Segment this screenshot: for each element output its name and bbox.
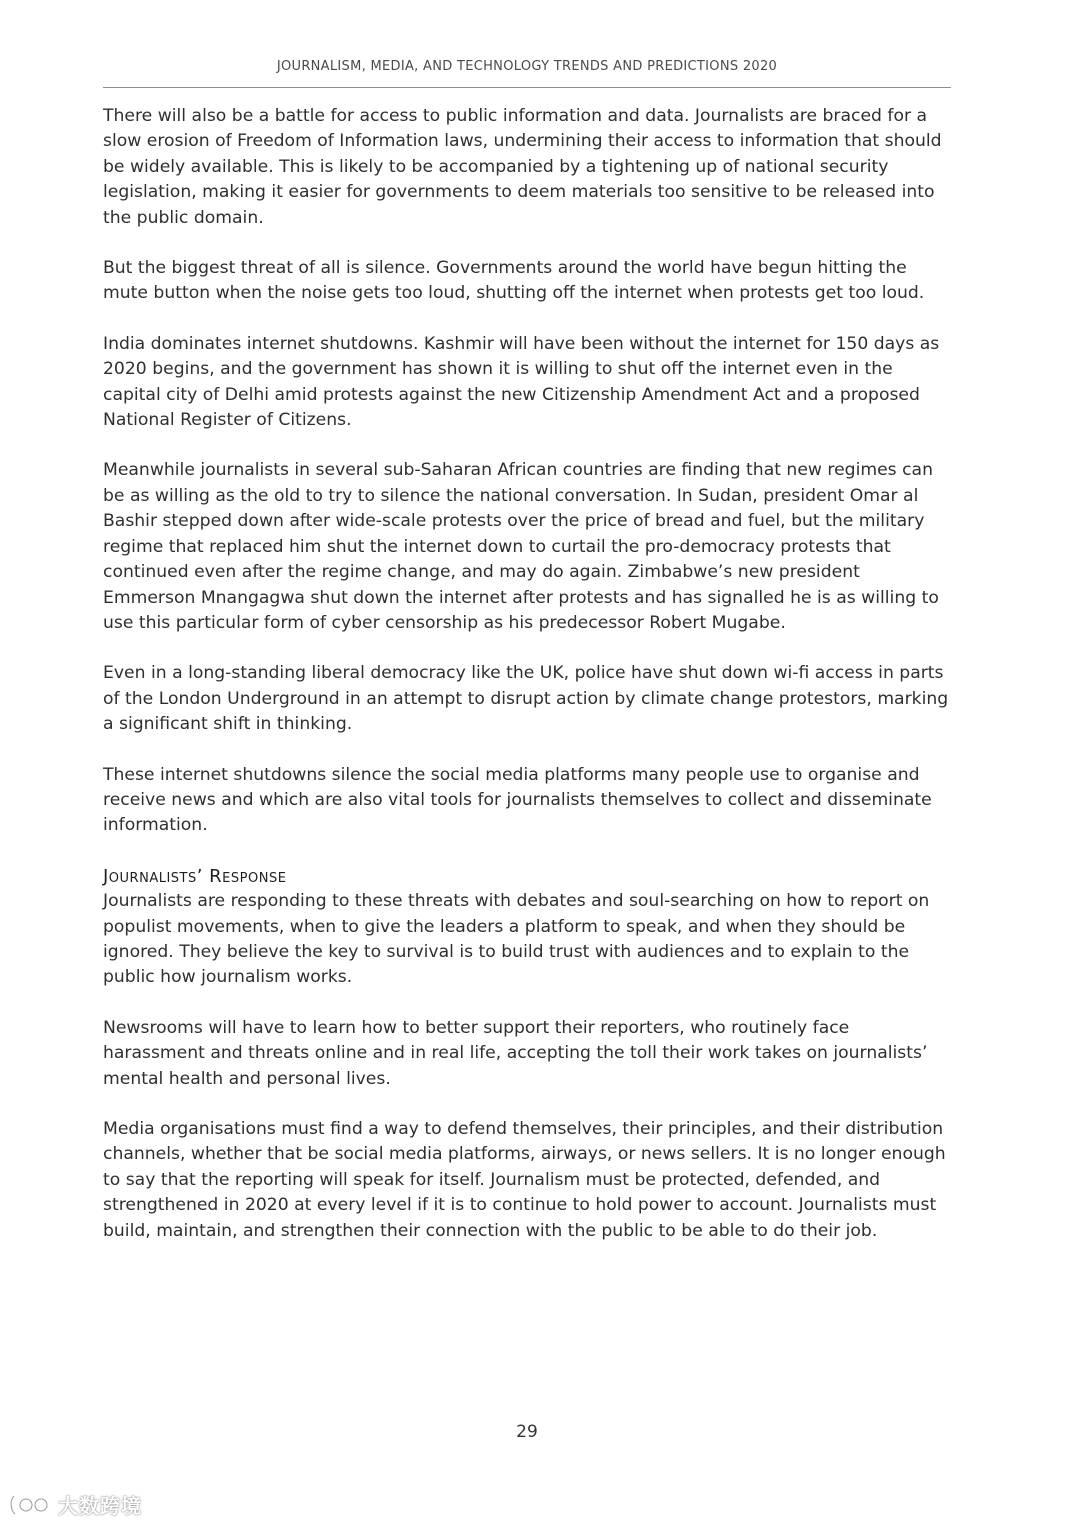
paragraph-social-media-silence: These internet shutdowns silence the social media platforms many people use to organise and receive news and which are also vital tools for journalists themselves to collect and disseminate information. <box>103 764 932 836</box>
header-divider <box>103 87 951 88</box>
paragraph-silence-threat: But the biggest threat of all is silence. Governments around the world have begun hitting the mute button when the noise gets too loud, shutting off the internet when protests get too loud. <box>103 258 925 304</box>
paragraph-journalists-responding: Journalists are responding to these threats with debates and soul-searching on how to report on populist movements, when to give the leaders a platform to speak, and when they should be ignored. They believe the key to survival is to build trust with audiences and to explain to the public how journalism works. <box>103 891 930 988</box>
paragraph-india-shutdowns: India dominates internet shutdowns. Kashmir will have been without the internet for 150 days as 2020 begins, and the government has shown it is willing to shut off the internet even in the capital city of Delhi amid protests against the new Citizenship Amendment Act and a proposed National Register of Citizens. <box>103 333 940 431</box>
watermark-logo-icon <box>8 1492 52 1518</box>
paragraph-newsrooms-support: Newsrooms will have to learn how to better support their reporters, who routinely face harassment and threats online and in real life, accepting the toll their work takes on journalists’ mental health and personal lives. <box>103 1017 928 1089</box>
body-text <box>103 104 955 1269</box>
page-number: 29 <box>516 1422 538 1442</box>
paragraph-africa-shutdowns: Meanwhile journalists in several sub-Saharan African countries are finding that new regimes can be as willing as the old to try to silence the national conversation. In Sudan, president Omar al Bashir stepped down after wide-scale protests over the price of bread and fuel, but the military regime that replaced him shut the internet down to curtail the pro-democracy protests that continued even after the regime change, and may do again. Zimbabwe’s new president Emmerson Mnangagwa shut down the internet after protests and has signalled he is as willing to use this particular form of cyber censorship as his predecessor Robert Mugabe. <box>103 460 939 633</box>
section-heading: Journalists’ Response <box>103 865 287 887</box>
paragraph-media-organisations: Media organisations must find a way to defend themselves, their principles, and their distribution channels, whether that be social media platforms, airways, or news sellers. It is no longer enough to say that the reporting will speak for itself. Journalism must be protected, defended, and strengthened in 2020 at every level if it is to continue to hold power to account. Journalists must build, maintain, and strengthen their connection with the public to be able to do their job. <box>103 1119 946 1241</box>
paragraph-freedom-of-information: There will also be a battle for access to public information and data. Journalists are braced for a slow erosion of Freedom of Information laws, undermining their access to information that should be widely available. This is likely to be accompanied by a tightening up of national security legislation, making it easier for governments to deem materials too sensitive to be released into the public domain. <box>103 106 942 228</box>
paragraph-uk-wifi: Even in a long-standing liberal democracy like the UK, police have shut down wi-fi access in parts of the London Underground in an attempt to disrupt action by climate change protestors, marking a significant shift in thinking. <box>103 663 949 735</box>
watermark <box>8 1490 142 1519</box>
watermark-text: 大数跨境 <box>58 1494 142 1518</box>
running-header: JOURNALISM, MEDIA, AND TECHNOLOGY TRENDS AND PREDICTIONS 2020 <box>276 59 778 74</box>
